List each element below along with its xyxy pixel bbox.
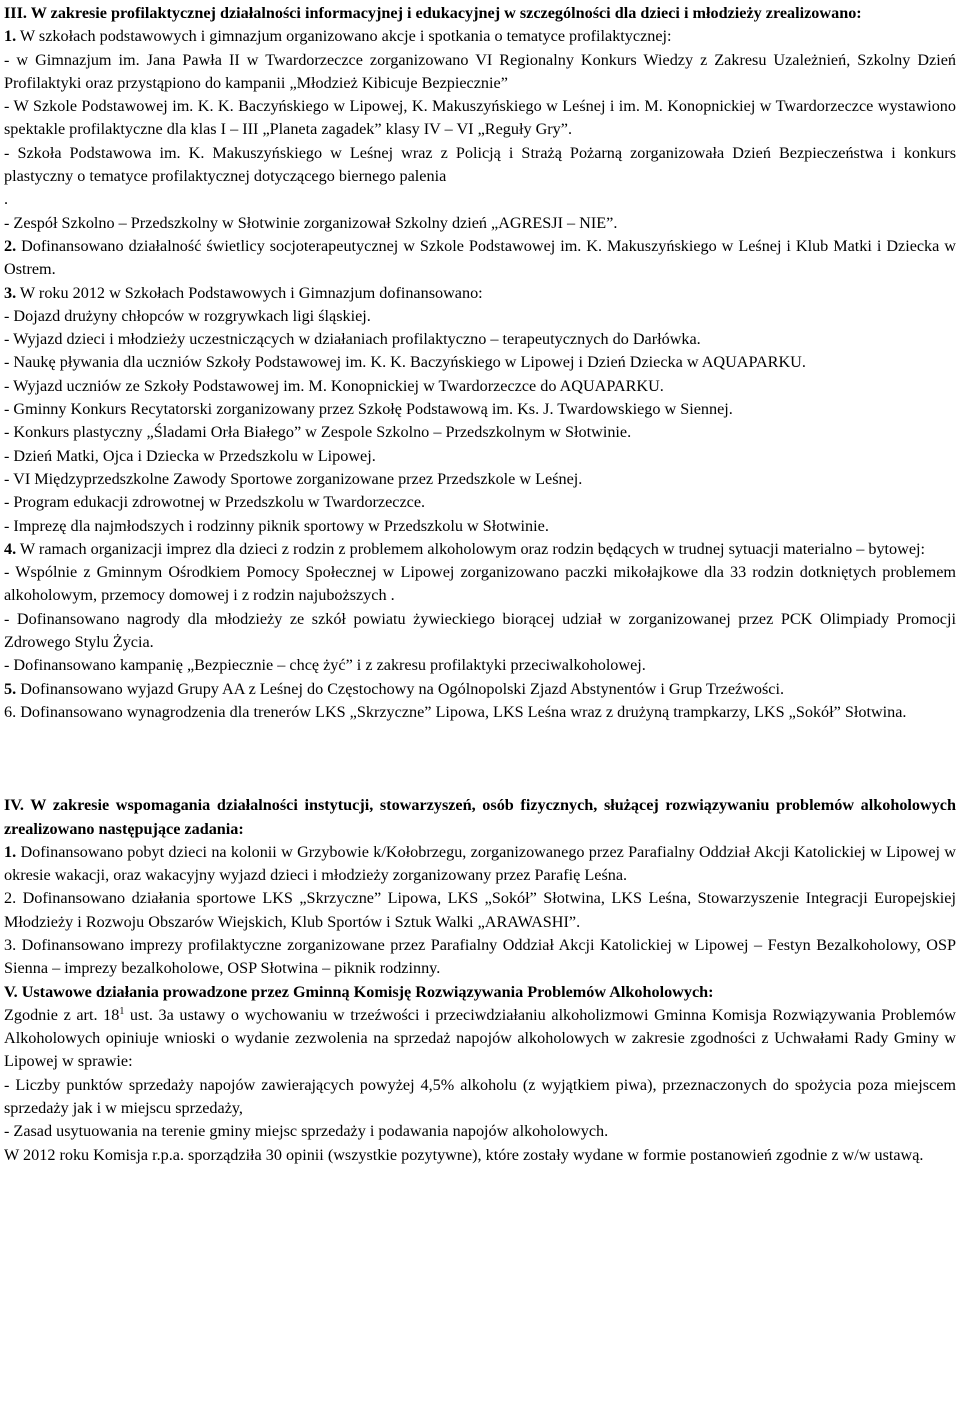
section-3-item-3: [4, 282, 956, 305]
section-5-closing: W 2012 roku Komisja r.p.a. sporządziła 30 opinii (wszystkie pozytywne), które zostały wydane w formie postanowień zgodnie z w/w ustawą.: [4, 1145, 924, 1164]
section-3-item-4: [4, 538, 956, 561]
section-4-heading: IV. W zakresie wspomagania działalności instytucji, stowarzyszeń, osób fizycznych, służącej rozwiązywaniu problemów alkoholowych zrealizowano następujące zadania:: [4, 796, 956, 838]
section-4-item-3: 3. Dofinansowano imprezy profilaktyczne zorganizowane przez Parafialny Oddział Akcji Katolickiej w Lipowej – Festyn Bezalkoholowy, OSP Sienna – imprezy bezalkoholowe, OSP Słotwina – piknik rodzinny.: [4, 935, 956, 978]
section-3-heading: III. W zakresie profilaktycznej działalności informacyjnej i edukacyjnej w szczególności dla dzieci i młodzieży zrealizowano:: [4, 4, 862, 22]
item-text: Dofinansowano działalność świetlicy socjoterapeutycznej w Szkole Podstawowej im. K. Makuszyńskiego w Leśnej i Klub Matki i Dziecka w Ostrem.: [4, 236, 956, 279]
item-text: W roku 2012 w Szkołach Podstawowych i Gimnazjum dofinansowano:: [16, 283, 483, 302]
item-number: 1.: [4, 842, 17, 861]
item-number: 2.: [4, 236, 17, 255]
section-3-item-4-sub-1: - Wspólnie z Gminnym Ośrodkiem Pomocy Społecznej w Lipowej zorganizowano paczki mikołajkowe dla 33 rodzin dotkniętych problemem alkoholowym, przemocy domowej i z rodzin najuboższych .: [4, 563, 956, 605]
section-3-item-1-sub-3: - Szkoła Podstawowa im. K. Makuszyńskiego w Leśnej wraz z Policją i Strażą Pożarną zorganizowała Dzień Bezpieczeństwa i konkurs plastyczny o tematyce profilaktycznej dotyczącego biernego palenia: [4, 143, 956, 186]
section-3-item-3-sub-1: - Dojazd drużyny chłopców w rozgrywkach ligi śląskiej.: [4, 306, 371, 325]
section-3-item-6: 6. Dofinansowano wynagrodzenia dla trenerów LKS „Skrzyczne” Lipowa, LKS Leśna wraz z drużyną trampkarzy, LKS „Sokół” Słotwina.: [4, 702, 907, 721]
section-3-item-5: [4, 678, 956, 701]
item-number: 3.: [4, 283, 17, 302]
section-3-item-2: [4, 235, 956, 282]
section-3-item-1-sub-4: .: [4, 190, 9, 209]
section-3-item-3-sub-2: - Wyjazd dzieci i młodzieży uczestniczących w działaniach profilaktyczno – terapeutycznych do Darłówka.: [4, 330, 701, 349]
section-5-intro: [4, 1004, 956, 1074]
section-3-item-1-sub-2: - W Szkole Podstawowej im. K. K. Baczyńskiego w Lipowej, K. Makuszyńskiego w Leśnej i im. M. Konopnickiej w Twardorzeczce wystawiono spektakle profilaktyczne dla klas I – III „Planeta zagadek” klasy IV – VI „Reguły Gry”.: [4, 97, 956, 139]
section-5-sub-1: - Liczby punktów sprzedaży napojów zawierających powyżej 4,5% alkoholu (z wyjątkiem piwa), przeznaczonych do spożycia poza miejscem sprzedaży jak i w miejscu sprzedaży,: [4, 1075, 956, 1118]
item-text: Dofinansowano pobyt dzieci na kolonii w Grzybowie k/Kołobrzegu, zorganizowanego przez Parafialny Oddział Akcji Katolickiej w Lipowej w okresie wakacji, oraz wakacyjny wyjazd dzieci i młodzieży zorganizowany przez Parafię Leśna.: [4, 842, 956, 885]
item-text: W szkołach podstawowych i gimnazjum organizowano akcje i spotkania o tematyce profilaktycznej:: [16, 27, 672, 46]
section-3-item-3-sub-10: - Imprezę dla najmłodszych i rodzinny piknik sportowy w Przedszkolu w Słotwinie.: [4, 516, 549, 535]
item-text: W ramach organizacji imprez dla dzieci z rodzin z problemem alkoholowym oraz rodzin będących w trudnej sytuacji materialno – bytowej:: [16, 539, 926, 558]
section-5-heading: V. Ustawowe działania prowadzone przez Gminną Komisję Rozwiązywania Problemów Alkoholowych:: [4, 982, 714, 1001]
section-3-item-3-sub-9: - Program edukacji zdrowotnej w Przedszkolu w Twardorzeczce.: [4, 493, 426, 512]
intro-text-a: Zgodnie z art. 18: [4, 1005, 120, 1024]
section-3-item-4-sub-2: - Dofinansowano nagrody dla młodzieży ze szkół powiatu żywieckiego biorącej udział w zorganizowanej przez PCK Olimpiady Promocji Zdrowego Stylu Życia.: [4, 609, 956, 652]
section-3-item-3-sub-6: - Konkurs plastyczny „Śladami Orła Białego” w Zespole Szkolno – Przedszkolnym w Słotwinie.: [4, 423, 632, 442]
section-3-item-3-sub-7: - Dzień Matki, Ojca i Dziecka w Przedszkolu w Lipowej.: [4, 446, 376, 465]
section-5-sub-2: - Zasad usytuowania na terenie gminy miejsc sprzedaży i podawania napojów alkoholowych.: [4, 1122, 609, 1141]
item-number: 4.: [4, 539, 17, 558]
section-4-item-1: [4, 841, 956, 888]
intro-text-b: ust. 3a ustawy o wychowaniu w trzeźwości i przeciwdziałaniu alkoholizmowi Gminna Komisja Rozwiązywania Problemów Alkoholowych opiniuje wnioski o wydanie zezwolenia na sprzedaż napojów alkoholowych w zakresie zgodności z Uchwałami Rady Gminy w Lipowej w sprawie:: [4, 1005, 957, 1071]
section-3-item-1-sub-5: - Zespół Szkolno – Przedszkolny w Słotwinie zorganizował Szkolny dzień „AGRESJI – NIE”.: [4, 213, 618, 232]
section-4-item-2: 2. Dofinansowano działania sportowe LKS „Skrzyczne” Lipowa, LKS „Sokół” Słotwina, LKS Leśna, Stowarzyszenie Integracji Europejskiej Młodzieży i Rozwoju Obszarów Wiejskich, Klub Sportów i Sztuk Walki „ARAWASHI”.: [4, 889, 956, 931]
section-3-item-3-sub-4: - Wyjazd uczniów ze Szkoły Podstawowej im. M. Konopnickiej w Twardorzeczce do AQUAPARKU.: [4, 376, 664, 395]
section-3-item-4-sub-3: - Dofinansowano kampanię „Bezpiecznie – chcę żyć” i z zakresu profilaktyki przeciwalkoholowej.: [4, 656, 646, 675]
document-page: [4, 2, 956, 1167]
superscript: 1: [119, 1005, 125, 1017]
section-3-item-3-sub-8: - VI Międzyprzedszkolne Zawody Sportowe zorganizowane przez Przedszkole w Leśnej.: [4, 469, 583, 488]
section-3-item-1-sub-1: - w Gimnazjum im. Jana Pawła II w Twardorzeczce zorganizowano VI Regionalny Konkurs Wiedzy z Zakresu Uzależnień, Szkolny Dzień Profilaktyki oraz przystąpiono do kampanii „Młodzież Kibicuje Bezpiecznie”: [4, 50, 956, 92]
item-number: 1.: [4, 27, 17, 46]
section-3-item-3-sub-3: - Naukę pływania dla uczniów Szkoły Podstawowej im. K. K. Baczyńskiego w Lipowej i Dzień Dziecka w AQUAPARKU.: [4, 353, 806, 372]
section-3-item-1: [4, 25, 956, 48]
item-text: Dofinansowano wyjazd Grupy AA z Leśnej do Częstochowy na Ogólnopolski Zjazd Abstynentów i Grup Trzeźwości.: [16, 679, 785, 698]
section-spacer: [4, 724, 956, 794]
item-number: 5.: [4, 679, 17, 698]
section-3-item-3-sub-5: - Gminny Konkurs Recytatorski zorganizowany przez Szkołę Podstawową im. Ks. J. Twardowskiego w Siennej.: [4, 400, 733, 419]
